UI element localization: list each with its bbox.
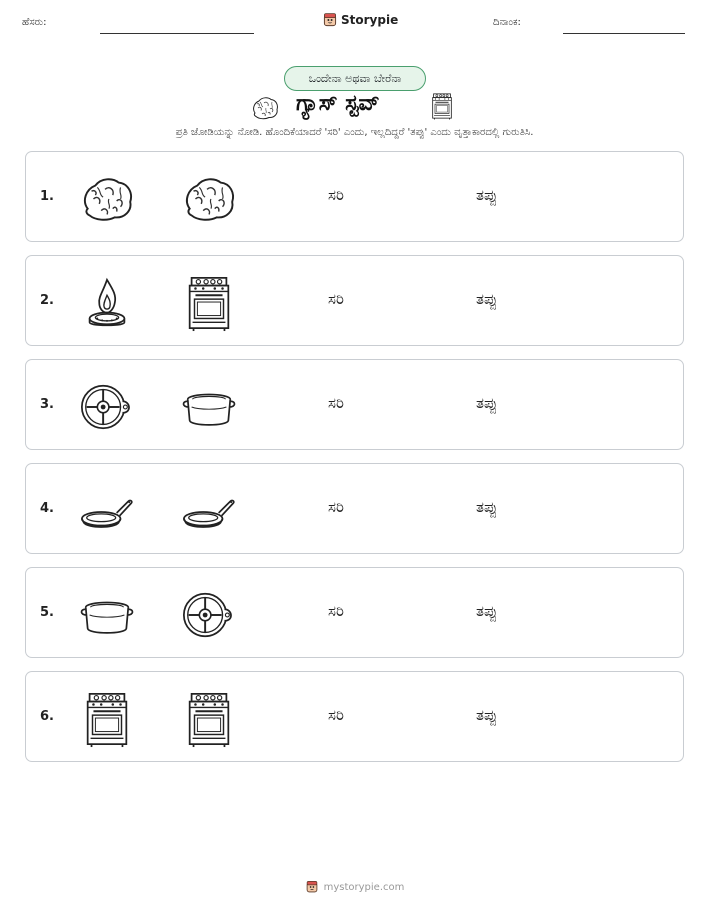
answer-option-no[interactable]: ತಪ್ಪು <box>476 498 498 516</box>
answer-option-yes[interactable]: ಸರಿ <box>328 394 344 412</box>
answer-option-yes[interactable]: ಸರಿ <box>328 290 344 308</box>
answer-option-yes[interactable]: ಸರಿ <box>328 186 344 204</box>
question-card <box>25 151 684 242</box>
instructions-text: ಪ್ರತಿ ಜೋಡಿಯನ್ನು ನೋಡಿ. ಹೊಂದಿಕೆಯಾದರೆ 'ಸರಿ' ಎಂದು, ಇಲ್ಲದಿದ್ದರೆ 'ತಪ್ಪು' ಎಂದು ವೃತ್ತಾಕಾರದಲ್ಲಿ ಗುರುತಿಸಿ. <box>175 127 534 138</box>
knob-icon <box>180 586 238 644</box>
date-label: ದಿನಾಂಕ: <box>493 17 521 28</box>
answer-option-no[interactable]: ತಪ್ಪು <box>476 290 498 308</box>
answer-option-yes[interactable]: ಸರಿ <box>328 706 344 724</box>
stove-oven-icon <box>180 274 238 332</box>
rock-icon <box>78 170 136 228</box>
brand-name: Storypie <box>341 13 399 27</box>
stove-oven-icon <box>78 690 136 748</box>
answer-option-no[interactable]: ತಪ್ಪು <box>476 706 498 724</box>
question-card <box>25 255 684 346</box>
question-number: 6. <box>40 709 54 724</box>
stove-oven-icon <box>180 690 238 748</box>
footer-site: mystorypie.com <box>323 881 405 893</box>
page-title: ಗ್ಯಾಸ್ ಸ್ಟವ್ <box>296 91 380 116</box>
answer-option-no[interactable]: ತಪ್ಪು <box>476 394 498 412</box>
pot-icon <box>78 586 136 644</box>
question-number: 4. <box>40 501 54 516</box>
name-label: ಹೆಸರು: <box>22 17 47 28</box>
burner-flame-icon <box>78 274 136 332</box>
date-field-line[interactable] <box>563 33 685 34</box>
worksheet-type-badge: ಒಂದೇನಾ ಅಥವಾ ಬೇರೆನಾ <box>284 66 426 91</box>
answer-option-yes[interactable]: ಸರಿ <box>328 602 344 620</box>
question-card <box>25 671 684 762</box>
title-row <box>0 91 709 123</box>
answer-option-no[interactable]: ತಪ್ಪು <box>476 602 498 620</box>
name-field-line[interactable] <box>100 33 254 34</box>
question-number: 5. <box>40 605 54 620</box>
pan-icon <box>180 482 238 540</box>
question-number: 1. <box>40 189 54 204</box>
knob-icon <box>78 378 136 436</box>
footer <box>0 880 709 894</box>
stove-oven-icon <box>428 91 456 121</box>
rock-icon <box>180 170 238 228</box>
question-card <box>25 567 684 658</box>
mascot-icon <box>305 880 319 894</box>
question-number: 3. <box>40 397 54 412</box>
mascot-icon <box>322 12 338 28</box>
question-card <box>25 463 684 554</box>
brand-logo <box>322 12 398 28</box>
question-number: 2. <box>40 293 54 308</box>
pan-icon <box>78 482 136 540</box>
answer-option-yes[interactable]: ಸರಿ <box>328 498 344 516</box>
rock-icon <box>250 93 280 123</box>
question-card <box>25 359 684 450</box>
answer-option-no[interactable]: ತಪ್ಪು <box>476 186 498 204</box>
pot-icon <box>180 378 238 436</box>
